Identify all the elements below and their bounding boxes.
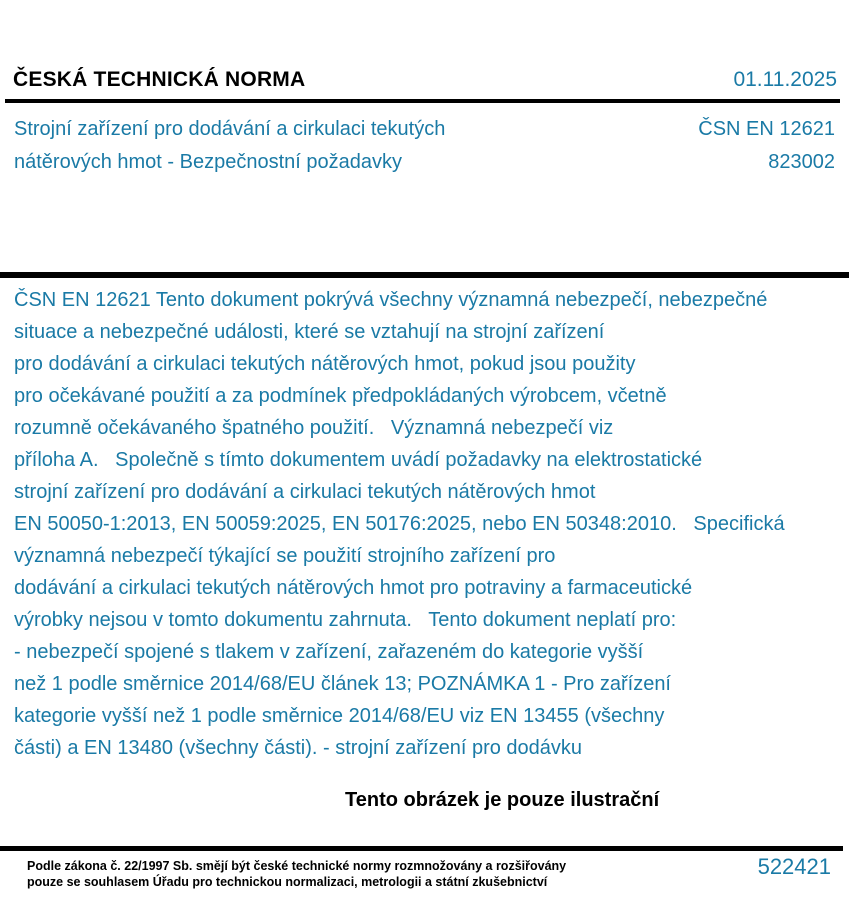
footer-legal-text: [27, 858, 627, 890]
abstract-line: EN 50050-1:2013, EN 50059:2025, EN 50176:2025, nebo EN 50348:2010. Specifická: [14, 513, 785, 535]
abstract-line: situace a nebezpečné události, které se vztahují na strojní zařízení: [14, 321, 605, 343]
footer-divider: [0, 846, 843, 851]
order-number: 522421: [757, 854, 831, 879]
abstract-divider: [0, 272, 849, 278]
abstract-line: strojní zařízení pro dodávání a cirkulaci tekutých nátěrových hmot: [14, 481, 596, 503]
abstract-line: rozumně očekávaného špatného použití. Významná nebezpečí viz: [14, 417, 614, 439]
footer-legal-line-1: Podle zákona č. 22/1997 Sb. smějí být české technické normy rozmnožovány a rozšiřovány: [27, 859, 567, 873]
standard-title-block: [14, 113, 835, 179]
standard-title-line-1: Strojní zařízení pro dodávání a cirkulaci tekutých: [14, 118, 446, 140]
standard-title: [14, 113, 445, 179]
abstract-line: významná nebezpečí týkající se použití strojního zařízení pro: [14, 545, 556, 567]
standard-title-line-2: nátěrových hmot - Bezpečnostní požadavky: [14, 151, 402, 173]
page-header: [13, 68, 837, 92]
standard-designation: ČSN EN 12621: [698, 118, 835, 140]
abstract-line: kategorie vyšší než 1 podle směrnice 2014/68/EU viz EN 13455 (všechny: [14, 705, 665, 727]
footer-legal-line-2: pouze se souhlasem Úřadu pro technickou normalizaci, metrologii a státní zkušebnictví: [27, 875, 548, 889]
standard-identifiers: [698, 113, 835, 179]
abstract-line: - nebezpečí spojené s tlakem v zařízení, zařazeném do kategorie vyšší: [14, 641, 644, 663]
abstract-text: [14, 284, 857, 764]
abstract-line: části) a EN 13480 (všechny části). - strojní zařízení pro dodávku: [14, 737, 583, 759]
abstract-line: výrobky nejsou v tomto dokumentu zahrnuta. Tento dokument neplatí pro:: [14, 609, 677, 631]
abstract-line: pro očekávané použití a za podmínek předpokládaných výrobcem, včetně: [14, 385, 667, 407]
abstract-line: pro dodávání a cirkulaci tekutých nátěrových hmot, pokud jsou použity: [14, 353, 636, 375]
abstract-line: dodávání a cirkulaci tekutých nátěrových hmot pro potraviny a farmaceutické: [14, 577, 693, 599]
issue-date: 01.11.2025: [733, 68, 837, 91]
standard-class-code: 823002: [768, 151, 835, 173]
abstract-line: než 1 podle směrnice 2014/68/EU článek 13; POZNÁMKA 1 - Pro zařízení: [14, 673, 671, 695]
page-title: ČESKÁ TECHNICKÁ NORMA: [13, 68, 306, 91]
header-divider: [5, 99, 840, 103]
abstract-line: ČSN EN 12621 Tento dokument pokrývá všechny významná nebezpečí, nebezpečné: [14, 289, 768, 311]
abstract-line: příloha A. Společně s tímto dokumentem uvádí požadavky na elektrostatické: [14, 449, 703, 471]
illustrative-note: Tento obrázek je pouze ilustrační: [345, 789, 660, 811]
